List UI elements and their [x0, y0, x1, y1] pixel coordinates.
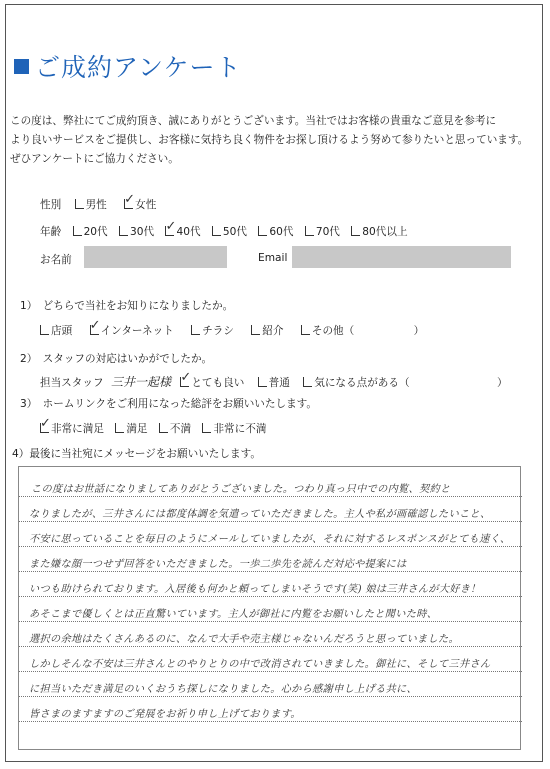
age-label: 年齢 — [40, 226, 62, 238]
title-text: ご成約アンケート — [35, 53, 242, 82]
message-line: しかしそんな不安は三井さんとのやりとりの中で改消されていきました。御社に、そして三井さん — [19, 646, 522, 672]
gender-label: 性別 — [40, 199, 62, 211]
checkbox[interactable] — [212, 226, 221, 236]
message-line: また嫌な顔一つせず回答をいただきました。一歩二歩先を読んだ対応や提案には — [19, 546, 522, 572]
checkmark-icon: ✓ — [89, 318, 101, 333]
email-label: Email — [258, 252, 288, 264]
q3-option[interactable]: 満足 — [115, 421, 147, 436]
checkbox[interactable] — [303, 377, 312, 387]
q1-options — [40, 318, 425, 338]
q1-option[interactable]: 店頭 — [40, 323, 72, 338]
checkmark-icon: ✓ — [124, 192, 136, 207]
q3-option[interactable]: 非常に不満 — [202, 421, 266, 436]
message-line: あそこまで優しくとは正直驚いています。主人が御社に内覧をお願いしたと聞いた時、 — [19, 596, 522, 622]
intro-line: この度は、弊社にてご成約頂き、誠にありがとうございます。当社ではお客様の貴重なご意見を参考に — [10, 115, 497, 127]
checkmark-icon: ✓ — [165, 219, 177, 234]
q3-option[interactable]: ✓ 非常に満足 — [40, 416, 104, 435]
message-line: なりましたが、三井さんには都度体調を気遣っていただきました。主人や私が画確認したいこと、 — [19, 496, 522, 522]
age-option[interactable]: 80代以上 — [351, 224, 407, 239]
message-line: この度はお世話になりましてありがとうございました。つわり真っ只中での内覧、契約と — [19, 471, 522, 497]
checkbox[interactable] — [351, 226, 360, 236]
checkbox[interactable] — [159, 423, 168, 433]
staff-label: 担当スタッフ — [40, 377, 104, 389]
intro-line: より良いサービスをご提供し、お客様に気持ち良く物件をお探し頂けるよう努めて参りたいと思っています。 — [10, 134, 529, 146]
age-option[interactable]: ✓ 40代 — [165, 219, 201, 238]
question-2: 2） スタッフの対応はいかがでしたか。 — [20, 353, 213, 365]
checkmark-icon: ✓ — [180, 370, 192, 385]
checkbox[interactable] — [73, 226, 82, 236]
message-line: 選択の余地はたくさんあるのに、なんで大手や売主様じゃないんだろうと思っていました。 — [19, 621, 522, 647]
checkbox[interactable] — [202, 423, 211, 433]
q3-options — [40, 416, 267, 436]
q3-option[interactable]: 不満 — [159, 421, 191, 436]
message-line: 皆さまのますますのご発展をお祈り申し上げております。 — [19, 696, 522, 722]
question-3: 3） ホームリンクをご利用になった総評をお願いいたします。 — [20, 398, 318, 410]
age-option[interactable]: 70代 — [305, 224, 340, 239]
age-option[interactable]: 30代 — [119, 224, 154, 239]
checkbox[interactable] — [119, 226, 128, 236]
q2-other-close: ） — [496, 377, 508, 389]
question-4: 4）最後に当社宛にメッセージをお願いいたします。 — [12, 448, 261, 460]
checkmark-icon: ✓ — [40, 416, 51, 431]
q1-option[interactable]: 紹介 — [251, 323, 283, 338]
checkbox[interactable] — [40, 325, 49, 335]
staff-name-handwritten: 三井一起様 — [110, 375, 171, 389]
gender-option-male[interactable]: 男性 — [75, 197, 107, 212]
q2-option[interactable]: ✓ とても良い — [180, 370, 245, 389]
checkbox[interactable] — [305, 226, 314, 236]
checkbox[interactable] — [258, 226, 267, 236]
question-1: 1） どちらで当社をお知りになりましたか。 — [20, 300, 234, 312]
age-row — [40, 219, 408, 239]
q2-option[interactable]: 気になる点がある（ — [303, 375, 409, 390]
checkbox-checked[interactable] — [124, 192, 136, 209]
gender-row — [40, 192, 170, 212]
message-box[interactable] — [18, 466, 521, 750]
intro-text — [10, 112, 530, 169]
checkbox-checked[interactable] — [180, 370, 192, 387]
message-line: に担当いただき満足のいくおうち探しになりました。心から感謝申し上げる共に、 — [19, 671, 522, 697]
square-bullet-icon — [14, 59, 29, 74]
checkbox-checked[interactable] — [165, 219, 177, 236]
q1-option[interactable]: チラシ — [191, 323, 234, 338]
checkbox[interactable] — [191, 325, 200, 335]
q1-option-other[interactable]: その他（ — [301, 323, 354, 338]
q1-other-close: ） — [413, 325, 425, 337]
checkbox[interactable] — [75, 199, 84, 209]
q2-options — [40, 370, 508, 390]
checkbox-checked[interactable] — [89, 318, 101, 335]
gender-option-female[interactable]: ✓ 女性 — [124, 192, 157, 211]
message-line: いつも助けられております。入居後も何かと頼ってしまいそうです(笑) 娘は三井さんが大好き！ — [19, 571, 522, 597]
email-field-redacted[interactable] — [292, 246, 511, 268]
message-line: 不安に思っていることを毎日のようにメールしていましたが、それに対するレスポンスがとても速く、 — [19, 521, 522, 547]
name-field-redacted[interactable] — [84, 246, 227, 268]
age-option[interactable]: 50代 — [212, 224, 247, 239]
checkbox[interactable] — [115, 423, 124, 433]
checkbox[interactable] — [251, 325, 260, 335]
checkbox[interactable] — [301, 325, 310, 335]
checkbox-checked[interactable] — [40, 416, 51, 433]
intro-line: ぜひアンケートにご協力ください。 — [10, 153, 179, 165]
name-label: お名前 — [40, 254, 72, 266]
q2-option[interactable]: 普通 — [258, 375, 290, 390]
q1-option[interactable]: ✓ インターネット — [89, 318, 174, 337]
age-option[interactable]: 60代 — [258, 224, 293, 239]
checkbox[interactable] — [258, 377, 267, 387]
page-title — [14, 48, 242, 84]
age-option[interactable]: 20代 — [73, 224, 108, 239]
